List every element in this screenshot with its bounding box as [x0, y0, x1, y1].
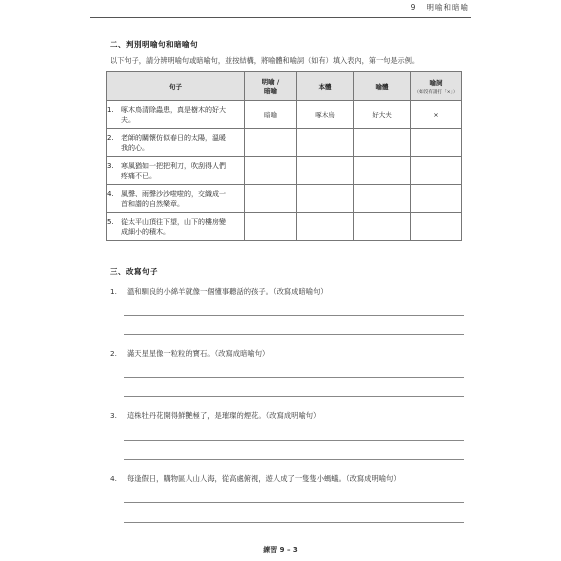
table-row — [107, 129, 462, 157]
type-answer-cell[interactable] — [245, 185, 297, 213]
section3-title: 三、改寫句子 — [110, 267, 158, 276]
vehicle-cell: 好大夫 — [354, 101, 411, 129]
question-number: 3. — [110, 411, 117, 420]
question-text: 這株牡丹花開得鮮艷極了，是璀璨的煙花。（改寫成明喻句） — [127, 411, 321, 420]
question-3 — [110, 411, 320, 421]
type-answer-cell[interactable] — [245, 129, 297, 157]
tenor-answer-cell[interactable] — [297, 157, 354, 185]
answer-line[interactable] — [124, 334, 464, 335]
question-2 — [110, 349, 269, 359]
col-type-line2: 暗喻 — [264, 87, 277, 95]
question-text: 滿天星星像一粒粒的寶石。（改寫成暗喻句） — [127, 349, 270, 358]
row-number: 3. — [107, 161, 114, 170]
answer-line[interactable] — [124, 315, 464, 316]
page-footer: 練習 9 – 3 — [263, 546, 298, 554]
sentence-text: 風聲、雨聲沙沙啦啦的，交織成一首和諧的自然樂章。 — [121, 189, 226, 208]
table-row — [107, 213, 462, 241]
marker-answer-cell[interactable] — [411, 157, 462, 185]
col-sentence: 句子 — [107, 72, 245, 101]
question-number: 2. — [110, 349, 117, 358]
question-number: 1. — [110, 287, 117, 296]
section2-instruction: 以下句子，請分辨明喻句或暗喻句，並按結構，將喻體和喻詞（如有）填入表內，第一句是示例。 — [110, 56, 420, 65]
answer-line[interactable] — [124, 459, 464, 460]
row-number: 1. — [107, 105, 114, 114]
question-number: 4. — [110, 474, 117, 483]
sentence-text: 寒風猶如一把把利刀，吹刮得人們疼痛不已。 — [121, 161, 226, 180]
row-number: 2. — [107, 133, 114, 142]
vehicle-answer-cell[interactable] — [354, 185, 411, 213]
sentence-text: 從太平山頂往下望，山下的樓房變成細小的積木。 — [121, 217, 226, 236]
question-text: 每逢假日，購物區人山人海，從高處俯視，遊人成了一隻隻小螞蟻。（改寫成明喻句） — [127, 474, 401, 483]
answer-line[interactable] — [124, 502, 464, 503]
running-header — [411, 2, 469, 13]
question-text: 溫和馴良的小綿羊就像一個懂事聽話的孩子。（改寫成暗喻句） — [127, 287, 328, 296]
tenor-answer-cell[interactable] — [297, 185, 354, 213]
marker-answer-cell[interactable] — [411, 129, 462, 157]
col-marker-note: （如沒有請打「×」） — [414, 89, 458, 95]
type-cell: 暗喻 — [245, 101, 297, 129]
answer-line[interactable] — [124, 377, 464, 378]
type-answer-cell[interactable] — [245, 213, 297, 241]
answer-line[interactable] — [124, 440, 464, 441]
col-tenor: 本體 — [297, 72, 354, 101]
sentence-cell — [107, 185, 245, 213]
table-row — [107, 157, 462, 185]
section2-title: 二、判別明喻句和暗喻句 — [110, 40, 198, 49]
table-header-row — [107, 72, 462, 101]
table-row — [107, 101, 462, 129]
type-answer-cell[interactable] — [245, 157, 297, 185]
vehicle-answer-cell[interactable] — [354, 129, 411, 157]
col-type-line1: 明喻 / — [261, 78, 280, 86]
question-1 — [110, 287, 328, 297]
row-number: 4. — [107, 189, 114, 198]
sentence-cell — [107, 129, 245, 157]
col-type — [245, 72, 297, 101]
row-number: 5. — [107, 217, 114, 226]
sentence-cell — [107, 213, 245, 241]
marker-answer-cell[interactable] — [411, 213, 462, 241]
chapter-number: 9 — [410, 3, 417, 12]
tenor-cell: 啄木鳥 — [297, 101, 354, 129]
sentence-text: 老師的關懷仿似春日的太陽，溫暖我的心。 — [121, 133, 226, 152]
col-vehicle: 喻體 — [354, 72, 411, 101]
sentence-cell — [107, 101, 245, 129]
question-4 — [110, 474, 401, 484]
marker-cell: × — [411, 101, 462, 129]
answer-line[interactable] — [124, 522, 464, 523]
vehicle-answer-cell[interactable] — [354, 157, 411, 185]
sentence-text: 啄木鳥清除蟲患，真是樹木的好大夫。 — [121, 105, 226, 124]
answer-line[interactable] — [124, 396, 464, 397]
tenor-answer-cell[interactable] — [297, 129, 354, 157]
header-rule — [90, 17, 471, 18]
tenor-answer-cell[interactable] — [297, 213, 354, 241]
col-marker — [411, 72, 462, 101]
vehicle-answer-cell[interactable] — [354, 213, 411, 241]
col-marker-label: 喻詞 — [429, 78, 443, 87]
marker-answer-cell[interactable] — [411, 185, 462, 213]
sentence-cell — [107, 157, 245, 185]
table-row — [107, 185, 462, 213]
simile-table — [106, 71, 462, 241]
chapter-title: 明喻和暗喻 — [426, 3, 469, 12]
